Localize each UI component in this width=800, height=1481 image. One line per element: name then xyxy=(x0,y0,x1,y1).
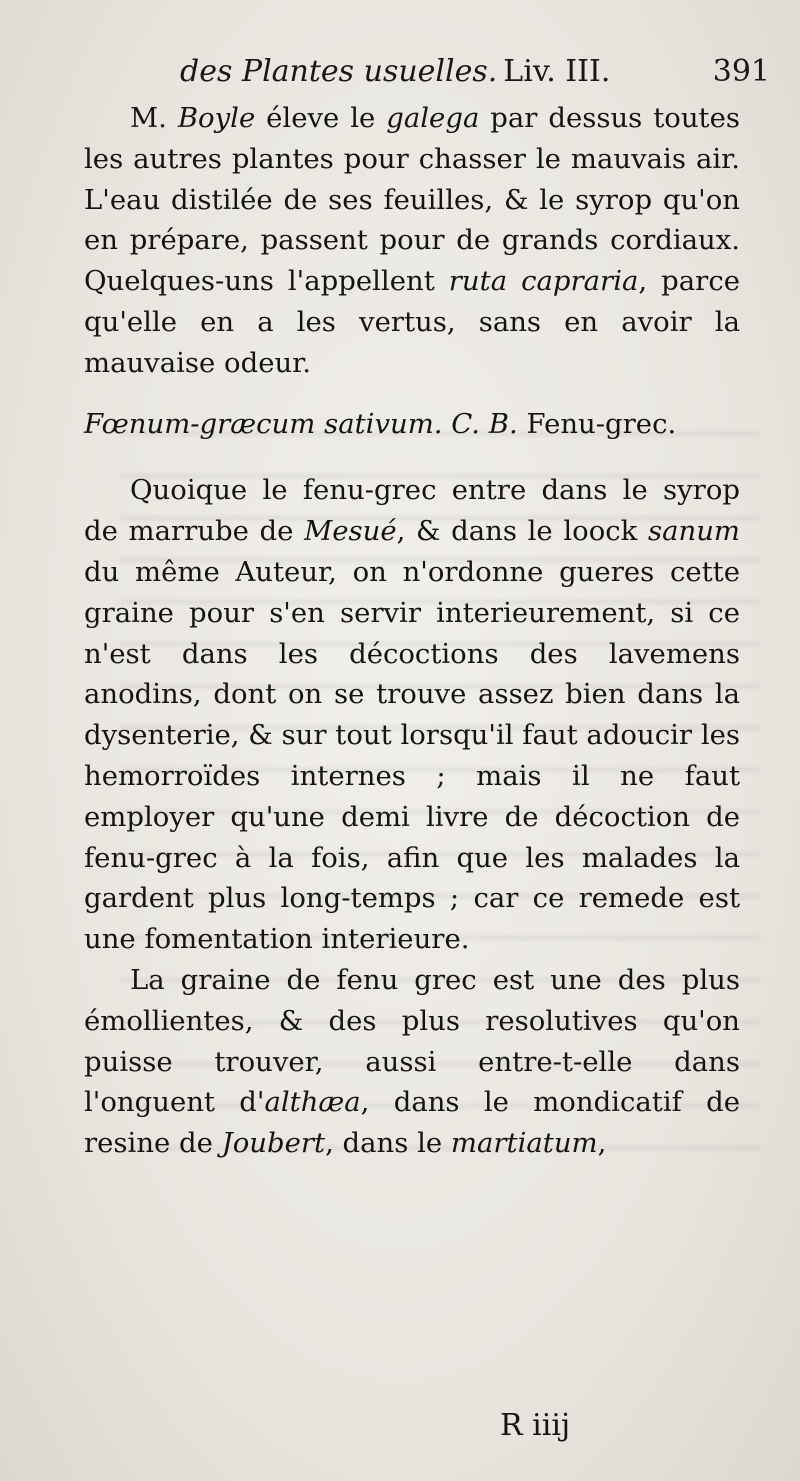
term-ruta-capraria: ruta capraria xyxy=(448,265,639,298)
page-number: 391 xyxy=(712,54,770,89)
text-run: par dessus toutes les autres plantes pour chasser le mauvais air. L'eau distilée de ses feuilles, & le syrop qu'on en prépare, passent pour de grands cordiaux. Quelques-uns l'appellent xyxy=(84,102,740,298)
text-run: , dans le mondicatif de resine de xyxy=(84,1086,740,1160)
name-joubert: Joubert xyxy=(221,1127,326,1160)
heading-french-name: Fenu-grec. xyxy=(517,407,677,440)
name-mesue: Mesué xyxy=(304,515,397,548)
text-run: , parce qu'elle en a les vertus, sans en avoir la mauvaise odeur. xyxy=(84,265,740,379)
signature-mark: R iiij xyxy=(500,1408,571,1443)
paragraph-galega xyxy=(84,98,740,384)
term-galega: galega xyxy=(386,102,480,134)
heading-latin-name: Fœnum-græcum sativum. C. B. xyxy=(84,407,518,440)
name-boyle: Boyle xyxy=(177,102,256,134)
text-run: , xyxy=(597,1127,607,1160)
text-run: du même Auteur, on n'ordonne gueres cette graine pour s'en servir interieurement, si ce n'est dans les décoctions des lavemens anodins, dont on se trouve assez bien dans la dysenterie, & sur tout lorsqu'il faut adoucir les hemorroïdes internes ; mais il ne faut employer qu'une demi livre de décoction de fenu-grec à la fois, afin que les malades la gardent plus long-temps ; car ce remede est une fomentation interieure. xyxy=(84,555,740,956)
entry-heading xyxy=(84,404,740,445)
text-run: Quoique le fenu-grec entre dans le syrop de marrube de xyxy=(84,474,740,548)
running-head-book: Liv. III. xyxy=(503,54,611,89)
paragraph-fenugrec-seed xyxy=(84,960,740,1164)
term-martiatum: martiatum xyxy=(450,1127,598,1160)
text-run: éleve le xyxy=(255,102,387,134)
body-text xyxy=(84,98,740,1164)
text-run: M. xyxy=(130,102,178,134)
text-run: La graine de fenu grec est une des plus émollientes, & des plus resolutives qu'on puisse trouver, aussi entre-t-elle dans l'onguent d' xyxy=(84,963,740,1119)
term-sanum: sanum xyxy=(647,515,740,548)
text-run: , dans le xyxy=(325,1127,451,1160)
running-head-title-group xyxy=(180,54,610,89)
running-head-title: des Plantes usuelles. xyxy=(180,54,498,89)
text-run: , & dans le loock xyxy=(396,515,648,548)
running-head xyxy=(180,54,770,89)
term-althaea: althæa xyxy=(264,1086,361,1119)
paragraph-fenugrec-usage xyxy=(84,470,740,960)
